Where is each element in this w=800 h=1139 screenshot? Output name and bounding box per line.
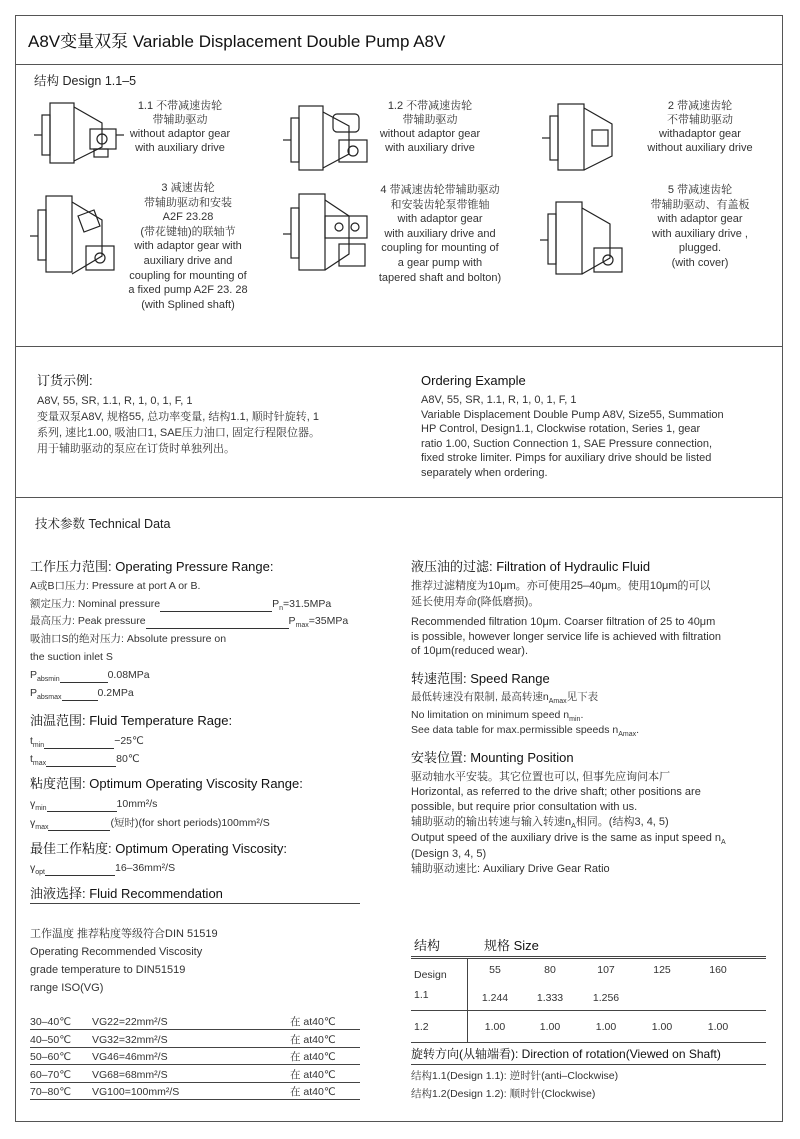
divider [15, 64, 783, 65]
ratio-rule [411, 1010, 766, 1011]
design-2-caption: 2 带减速齿轮 不带辅助驱动 withadaptor gear without auxiliary drive [647, 100, 753, 154]
speed-cn: 最低转速没有限制, 最高转速$n_{Amax}$见下表 [411, 691, 599, 705]
ratio-row1-label: 1.1 [414, 989, 429, 1001]
ratio-rule [411, 956, 766, 957]
technical-heading: 技术参数 Technical Data [35, 517, 171, 531]
pabsmin-row: $P_{absmin}$ 0.08MPa [30, 669, 150, 683]
temp-heading: 油温范围: Fluid Temperature Rage: [30, 713, 233, 728]
fluid-range: 30–40℃ [30, 1016, 71, 1028]
fluid-grade: VG46=46mm²/S [92, 1051, 168, 1063]
fluid-range: 60–70℃ [30, 1068, 71, 1081]
fluid-grade: VG100=100mm²/S [92, 1086, 180, 1098]
peak-pressure-row: 最高压力: Peak pressure $P_{max}=35MPa$ [30, 615, 349, 629]
pressure-heading: 工作压力范围: Operating Pressure Range: [30, 559, 274, 574]
ratio-table-h1: 结构 [414, 938, 441, 953]
fluid-at: 在 at40℃ [290, 1068, 336, 1081]
viscosity-min-row: $\gamma_{min}$ 10mm²/s [30, 798, 158, 812]
design-4-caption: 4 带减速齿轮带辅助驱动 和安装齿轮泵带锥轴 with adaptor gear with auxiliary drive and coupling for mounting of a gear pump with tapered shaft and bolton) [378, 184, 502, 284]
rotation-line-1: 结构1.1(Design 1.1): 逆时针(anti–Clockwise) [411, 1070, 619, 1082]
abs-pressure-text-1: 吸油口S的绝对压力: Absolute pressure on [30, 633, 227, 645]
ratio-table-h2: 规格 Size [484, 938, 539, 953]
rotation-line-2: 结构1.2(Design 1.2): 顺时针(Clockwise) [411, 1088, 596, 1100]
ratio-cell: 1.333 [536, 992, 564, 1004]
divider [15, 346, 783, 347]
rotation-heading: 旋转方向(从轴端看): Direction of rotation(Viewed on Shaft) [411, 1047, 721, 1061]
pump-drawing-1-2 [283, 100, 378, 180]
temp-max-row: $t_{max}$ 80℃ [30, 753, 140, 767]
design-5-caption: 5 带减速齿轮 带辅助驱动、有盖板 with adaptor gear with auxiliary drive , plugged. (with cover) [650, 184, 750, 269]
fluid-at: 在 at40℃ [290, 1033, 336, 1046]
fluid-at: 在 at40℃ [290, 1016, 336, 1028]
fluid-range: 40–50℃ [30, 1033, 71, 1046]
pump-drawing-2 [540, 100, 625, 180]
ratio-cell: 1.00 [539, 1021, 561, 1033]
ordering-en-title: Ordering Example [421, 373, 526, 388]
page-title: A8V变量双泵 Variable Displacement Double Pump A8V [28, 32, 446, 51]
rotation-rule [411, 1064, 766, 1065]
fluid-row-rule [30, 1082, 360, 1083]
ratio-row2-label: 1.2 [414, 1021, 429, 1033]
nominal-pressure-row: 额定压力: Nominal pressure $P_n=31.5MPa$ [30, 598, 332, 612]
mounting-heading: 安装位置: Mounting Position [411, 750, 574, 765]
mounting-text: 驱动轴水平安装。其它位置也可以, 但事先应询问本厂 Horizontal, as referred to the drive shaft; other positions are possible, but require prior consultation with us. 辅助驱动的输出转速与输入转速$n_A$相同。(结构3, 4, 5) Output speed of the auxiliary drive is the same as input speed $n_A$ (Design 3, 4, 5) 辅助驱动速比: Auxiliary Drive Gear Ratio [411, 771, 726, 875]
fluid-range: 70–80℃ [30, 1086, 71, 1098]
optimum-row: $\gamma_{opt}$ 16–36mm²/S [30, 862, 176, 876]
fluid-row-rule [30, 1047, 360, 1048]
ratio-vline [467, 958, 468, 1042]
ratio-size-header: 55 [489, 964, 501, 976]
fluid-row-rule [30, 1064, 360, 1065]
viscosity-heading: 粘度范围: Optimum Operating Viscosity Range: [30, 776, 303, 791]
viscosity-max-row: $\gamma_{max}$ (短时)(for short periods)100mm²/S [30, 817, 270, 831]
design-1-2-caption: 1.2 不带减速齿轮 带辅助驱动 without adaptor gear with auxiliary drive [379, 100, 481, 154]
filtration-cn: 推荐过滤精度为10μm。亦可使用25–40μm。使用10μm的可以 延长使用寿命(降低磨损)。 [411, 580, 711, 608]
ratio-cell: 1.00 [651, 1021, 673, 1033]
fluid-rule [30, 903, 360, 904]
design-1-1-caption: 1.1 不带减速齿轮 带辅助驱动 without adaptor gear with auxiliary drive [129, 100, 231, 154]
ratio-cell: 1.00 [595, 1021, 617, 1033]
pabsmax-row: $P_{absmax}$ 0.2MPa [30, 687, 134, 701]
optimum-heading: 最佳工作粘度: Optimum Operating Viscosity: [30, 841, 287, 856]
design-3-caption: 3 减速齿轮 带辅助驱动和安装 A2F 23.28 (带花键轴)的联轴节 with adaptor gear with auxiliary drive and coupling for mounting of a fixed pump A2F 23. 28 (with Splined shaft) [128, 182, 248, 311]
abs-pressure-text-2: the suction inlet S [30, 651, 113, 663]
temp-min-row: $t_{min}$ −25℃ [30, 735, 144, 749]
ratio-size-header: 80 [544, 964, 556, 976]
fluid-grade: VG22=22mm²/S [92, 1016, 168, 1028]
ratio-cell: 1.256 [592, 992, 620, 1004]
divider [15, 497, 783, 498]
ratio-size-header: 125 [653, 964, 671, 976]
fluid-row-rule [30, 1099, 360, 1100]
fluid-intro: 工作温度 推荐粘度等级符合DIN 51519 Operating Recommended Viscosity grade temperature to DIN51519 range ISO(VG) [30, 928, 218, 994]
fluid-at: 在 at40℃ [290, 1051, 336, 1063]
speed-heading: 转速范围: Speed Range [411, 671, 550, 686]
filtration-heading: 液压油的过滤: Filtration of Hydraulic Fluid [411, 559, 651, 574]
fluid-grade: VG68=68mm²/S [92, 1068, 168, 1081]
fluid-row-rule [30, 1029, 360, 1030]
ratio-cell: 1.00 [484, 1021, 506, 1033]
speed-en-2: See data table for max.permissible speeds $n_{Amax}$. [411, 724, 640, 738]
ratio-rule [411, 1042, 766, 1043]
ratio-design-label: Design [414, 969, 447, 981]
fluid-grade: VG32=32mm²/S [92, 1033, 168, 1046]
filtration-en: Recommended filtration 10μm. Coarser filtration of 25 to 40μm is possible, however longer service life is achieved with filtration of 10μm(reduced wear). [411, 616, 721, 658]
ordering-cn-text: A8V, 55, SR, 1.1, R, 1, 0, 1, F, 1 变量双泵A8V, 规格55, 总功率变量, 结构1.1, 顺时针旋转, 1 系列, 速比1.00, 吸油口1, SAE压力油口, 固定行程限位器。 用于辅助驱动的泵应在订货时单独列出。 [37, 395, 320, 455]
ratio-cell: 1.244 [481, 992, 509, 1004]
pump-drawing-5 [540, 198, 625, 288]
ordering-cn-title: 订货示例: [37, 373, 93, 388]
design-heading: 结构 Design 1.1–5 [34, 74, 137, 88]
pressure-port-text: A或B口压力: Pressure at port A or B. [30, 580, 201, 592]
fluid-heading: 油液选择: Fluid Recommendation [30, 886, 223, 901]
fluid-range: 50–60℃ [30, 1051, 71, 1063]
ratio-cell: 1.00 [707, 1021, 729, 1033]
ordering-en-text: A8V, 55, SR, 1.1, R, 1, 0, 1, F, 1 Variable Displacement Double Pump A8V, Size55, Summation HP Control, Design1.1, Clockwise rotation, Series 1, gear ratio 1.00, Suction Connection 1, SAE Pressure connection, fixed stroke limiter. Pimps for auxiliary drive should be listed separately when ordering. [421, 394, 724, 479]
speed-en-1: No limitation on minimum speed $n_{min}$. [411, 709, 584, 723]
ratio-size-header: 107 [597, 964, 615, 976]
ratio-rule [411, 958, 766, 959]
ratio-size-header: 160 [709, 964, 727, 976]
fluid-at: 在 at40℃ [290, 1086, 336, 1098]
